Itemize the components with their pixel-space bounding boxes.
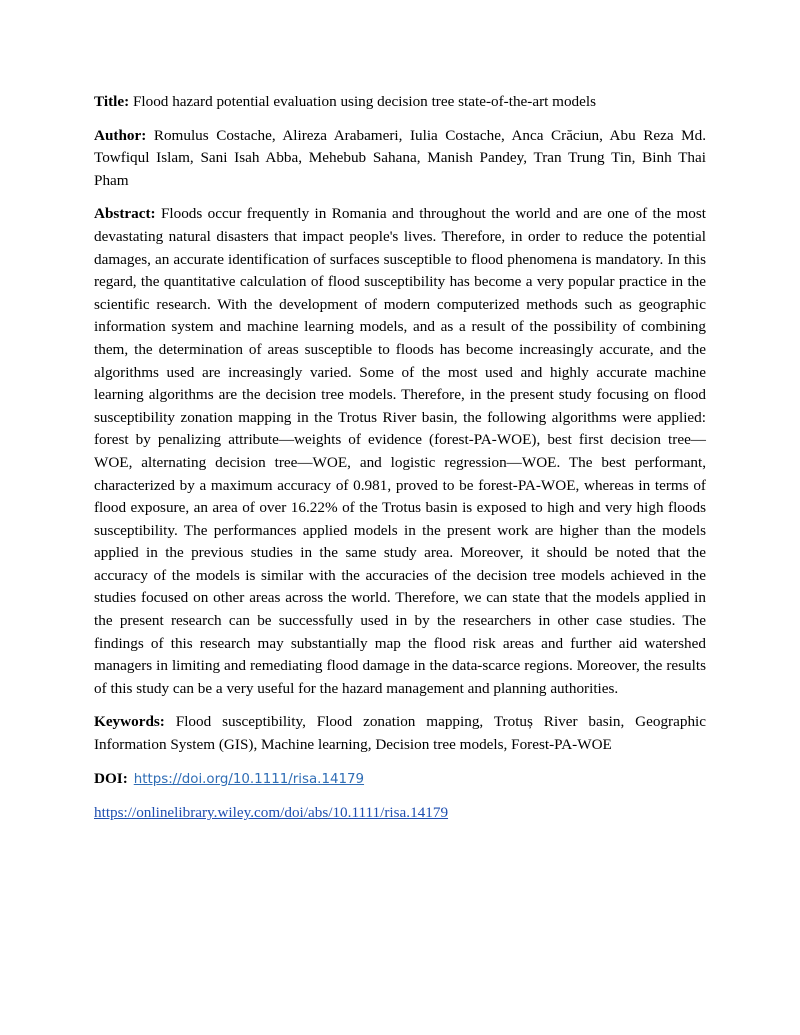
keywords-text: Flood susceptibility, Flood zonation mapping, Trotuș River basin, Geographic Information System (GIS), Machine learning, Decision tree models, Forest-PA-WOE: [94, 713, 707, 754]
title-paragraph: [94, 91, 706, 114]
author-text: Romulus Costache, Alireza Arabameri, Iulia Costache, Anca Crăciun, Abu Reza Md. Towfiqul Islam, Sani Isah Abba, Mehebub Sahana, Manish Pandey, Tran Trung Tin, Binh Thai Pham: [94, 126, 706, 189]
abstract-text: Floods occur frequently in Romania and throughout the world and are one of the most devastating natural disasters that impact people's lives. Therefore, in order to reduce the potential damages, an accurate identification of surfaces susceptible to flood phenomena is mandatory. In this regard, the quantitative calculation of flood susceptibility has become a very popular practice in the scientific research. With the development of modern computerized methods such as geographic information system and machine learning models, and as a result of the possibility of combining them, the determination of areas susceptible to floods has become increasingly accurate, and the algorithms used are increasingly varied. Some of the most used and highly accurate machine learning algorithms are the decision tree models. Therefore, in the present study focusing on flood susceptibility zonation mapping in the Trotus River basin, the following algorithms were applied: forest by penalizing attribute—weights of evidence (forest-PA-WOE), best first decision tree—WOE, alternating decision tree—WOE, and logistic regression—WOE. The best performant, characterized by a maximum accuracy of 0.981, proved to be forest-PA-WOE, whereas in terms of flood exposure, an area of over 16.22% of the Trotus basin is exposed to high and very high floods susceptibility. The performances applied models in the present work are higher than the models applied in the previous studies in the same study area. Moreover, it should be noted that the accuracy of the models is similar with the accuracies of the decision tree models achieved in the studies focused on other areas across the world. Therefore, we can state that the models applied in the present research can be successfully used in by the researchers in other case studies. The findings of this research may substantially map the flood risk areas and further aid watershed managers in limiting and remediating flood damage in the data-scarce regions. Moreover, the results of this study can be a very useful for the hazard management and planning authorities.: [94, 205, 706, 697]
title-text: Flood hazard potential evaluation using decision tree state-of-the-art models: [132, 93, 597, 110]
abstract-label: Abstract:: [94, 205, 156, 223]
article-url-link[interactable]: https://onlinelibrary.wiley.com/doi/abs/10.1111/risa.14179: [94, 804, 449, 822]
title-label: Title:: [94, 93, 130, 110]
keywords-label: Keywords:: [94, 713, 165, 731]
doi-link[interactable]: https://doi.org/10.1111/risa.14179: [133, 771, 365, 787]
author-label: Author:: [94, 126, 147, 144]
doi-label: DOI:: [94, 769, 128, 787]
url-paragraph: [94, 802, 706, 825]
author-paragraph: [94, 125, 706, 193]
keywords-paragraph: [94, 711, 706, 756]
doi-paragraph: [94, 768, 706, 792]
document-page: [94, 91, 706, 836]
abstract-paragraph: [94, 203, 706, 700]
